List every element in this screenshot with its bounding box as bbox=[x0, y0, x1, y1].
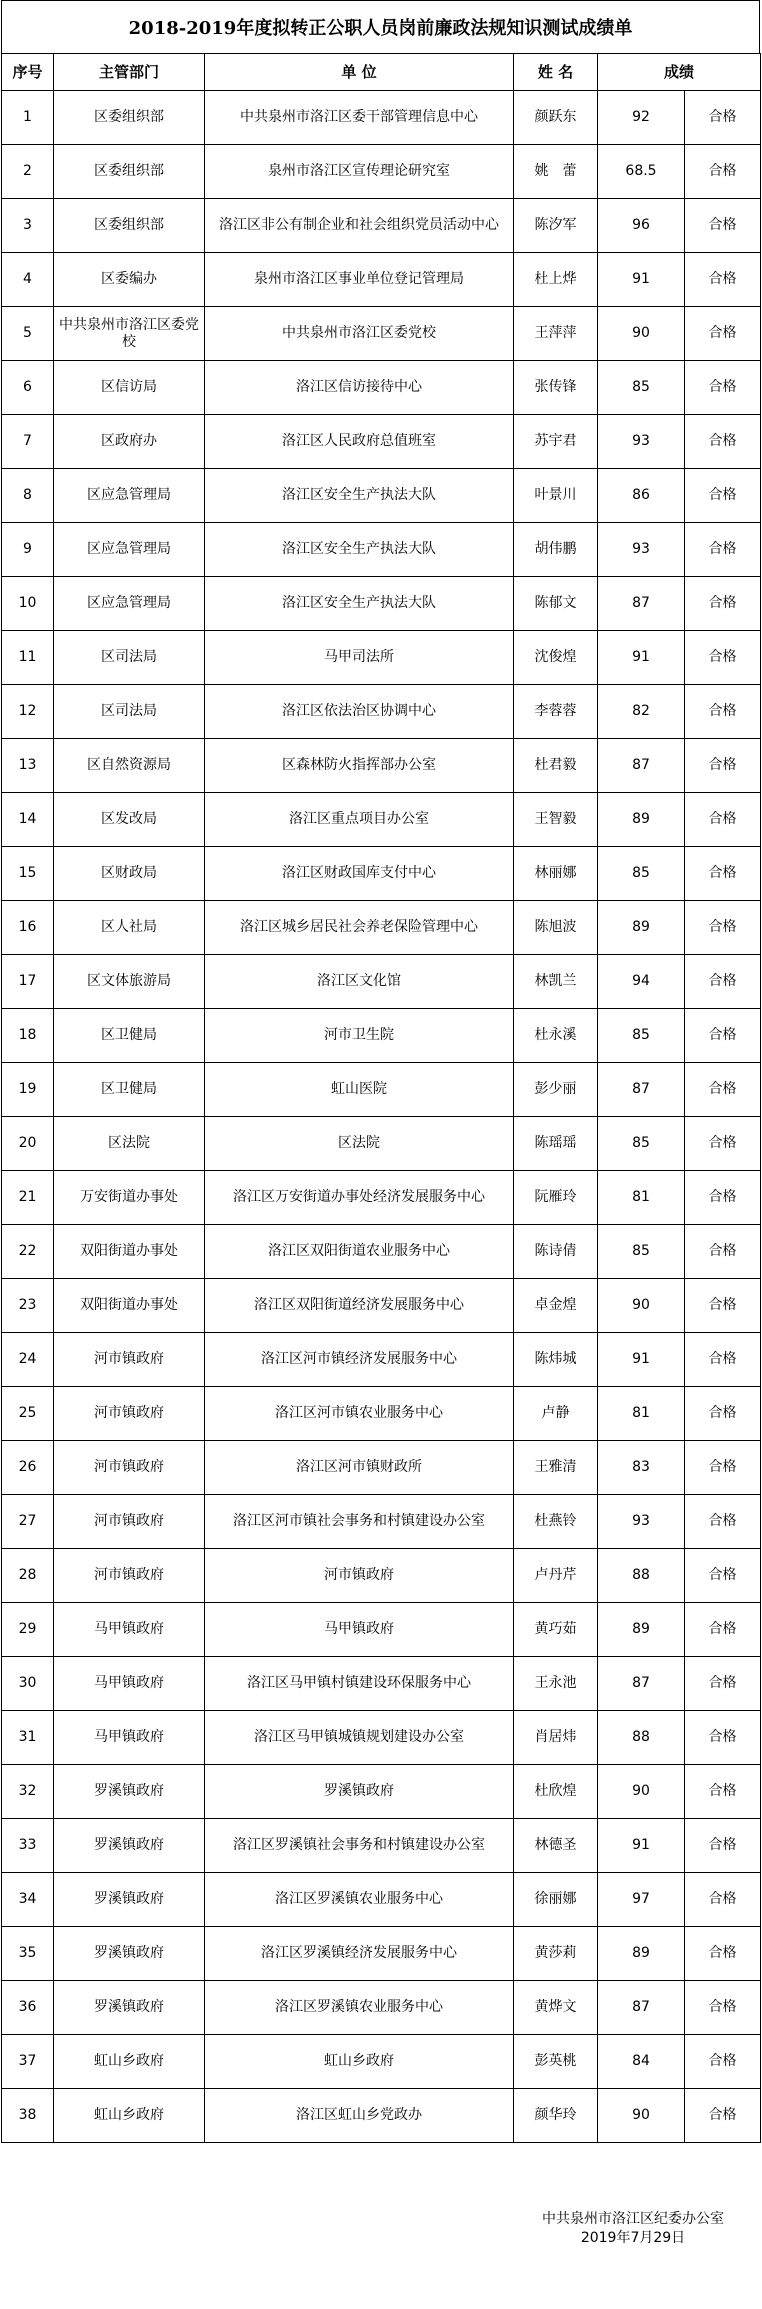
table-row bbox=[2, 1333, 761, 1387]
cell-unit: 河市镇政府 bbox=[205, 1549, 514, 1603]
cell-department: 区发改局 bbox=[54, 793, 205, 847]
cell-department: 河市镇政府 bbox=[54, 1441, 205, 1495]
cell-name: 杜欣煌 bbox=[514, 1765, 598, 1819]
cell-name: 黄巧茹 bbox=[514, 1603, 598, 1657]
cell-index: 6 bbox=[2, 361, 54, 415]
cell-score: 93 bbox=[598, 1495, 685, 1549]
cell-department: 罗溪镇政府 bbox=[54, 1927, 205, 1981]
cell-unit: 洛江区信访接待中心 bbox=[205, 361, 514, 415]
cell-department: 区卫健局 bbox=[54, 1009, 205, 1063]
cell-score: 82 bbox=[598, 685, 685, 739]
cell-result: 合格 bbox=[685, 1171, 761, 1225]
cell-score: 92 bbox=[598, 91, 685, 145]
cell-department: 河市镇政府 bbox=[54, 1387, 205, 1441]
cell-department: 区法院 bbox=[54, 1117, 205, 1171]
cell-result: 合格 bbox=[685, 2035, 761, 2089]
cell-index: 4 bbox=[2, 253, 54, 307]
cell-name: 陈旭波 bbox=[514, 901, 598, 955]
cell-score: 89 bbox=[598, 1927, 685, 1981]
cell-score: 81 bbox=[598, 1171, 685, 1225]
cell-department: 区委组织部 bbox=[54, 91, 205, 145]
table-row bbox=[2, 415, 761, 469]
cell-result: 合格 bbox=[685, 1441, 761, 1495]
table-row bbox=[2, 1279, 761, 1333]
cell-name: 卢丹芹 bbox=[514, 1549, 598, 1603]
cell-unit: 洛江区罗溪镇农业服务中心 bbox=[205, 1981, 514, 2035]
cell-department: 区应急管理局 bbox=[54, 469, 205, 523]
cell-department: 区应急管理局 bbox=[54, 577, 205, 631]
cell-result: 合格 bbox=[685, 523, 761, 577]
cell-department: 罗溪镇政府 bbox=[54, 1819, 205, 1873]
cell-name: 杜上烨 bbox=[514, 253, 598, 307]
cell-score: 89 bbox=[598, 793, 685, 847]
cell-name: 王永池 bbox=[514, 1657, 598, 1711]
cell-result: 合格 bbox=[685, 1279, 761, 1333]
cell-index: 30 bbox=[2, 1657, 54, 1711]
cell-unit: 洛江区河市镇农业服务中心 bbox=[205, 1387, 514, 1441]
table-row bbox=[2, 793, 761, 847]
table-row bbox=[2, 1657, 761, 1711]
table-row bbox=[2, 577, 761, 631]
cell-result: 合格 bbox=[685, 901, 761, 955]
cell-unit: 洛江区文化馆 bbox=[205, 955, 514, 1009]
cell-score: 96 bbox=[598, 199, 685, 253]
cell-score: 85 bbox=[598, 1009, 685, 1063]
cell-unit: 洛江区人民政府总值班室 bbox=[205, 415, 514, 469]
cell-result: 合格 bbox=[685, 793, 761, 847]
cell-name: 李蓉蓉 bbox=[514, 685, 598, 739]
cell-score: 88 bbox=[598, 1711, 685, 1765]
cell-department: 马甲镇政府 bbox=[54, 1657, 205, 1711]
cell-unit: 洛江区重点项目办公室 bbox=[205, 793, 514, 847]
cell-index: 38 bbox=[2, 2089, 54, 2143]
cell-department: 区文体旅游局 bbox=[54, 955, 205, 1009]
cell-result: 合格 bbox=[685, 1765, 761, 1819]
cell-department: 区司法局 bbox=[54, 685, 205, 739]
cell-score: 90 bbox=[598, 1765, 685, 1819]
table-row bbox=[2, 1495, 761, 1549]
cell-score: 84 bbox=[598, 2035, 685, 2089]
cell-unit: 洛江区罗溪镇社会事务和村镇建设办公室 bbox=[205, 1819, 514, 1873]
cell-score: 68.5 bbox=[598, 145, 685, 199]
document-title: 2018-2019年度拟转正公职人员岗前廉政法规知识测试成绩单 bbox=[1, 0, 760, 54]
cell-score: 85 bbox=[598, 361, 685, 415]
table-row bbox=[2, 1225, 761, 1279]
cell-result: 合格 bbox=[685, 1927, 761, 1981]
cell-result: 合格 bbox=[685, 469, 761, 523]
cell-index: 35 bbox=[2, 1927, 54, 1981]
cell-score: 90 bbox=[598, 1279, 685, 1333]
cell-result: 合格 bbox=[685, 1495, 761, 1549]
cell-result: 合格 bbox=[685, 1009, 761, 1063]
cell-unit: 洛江区财政国库支付中心 bbox=[205, 847, 514, 901]
cell-index: 22 bbox=[2, 1225, 54, 1279]
cell-name: 陈郁文 bbox=[514, 577, 598, 631]
table-row bbox=[2, 1927, 761, 1981]
table-row bbox=[2, 1819, 761, 1873]
cell-score: 89 bbox=[598, 1603, 685, 1657]
cell-index: 32 bbox=[2, 1765, 54, 1819]
cell-score: 89 bbox=[598, 901, 685, 955]
document-footer bbox=[542, 2210, 724, 2248]
cell-department: 罗溪镇政府 bbox=[54, 1765, 205, 1819]
cell-unit: 洛江区安全生产执法大队 bbox=[205, 577, 514, 631]
cell-score: 88 bbox=[598, 1549, 685, 1603]
cell-index: 33 bbox=[2, 1819, 54, 1873]
cell-unit: 区森林防火指挥部办公室 bbox=[205, 739, 514, 793]
cell-name: 林丽娜 bbox=[514, 847, 598, 901]
cell-unit: 洛江区万安街道办事处经济发展服务中心 bbox=[205, 1171, 514, 1225]
cell-result: 合格 bbox=[685, 253, 761, 307]
cell-department: 区人社局 bbox=[54, 901, 205, 955]
cell-index: 18 bbox=[2, 1009, 54, 1063]
cell-score: 87 bbox=[598, 577, 685, 631]
table-row bbox=[2, 685, 761, 739]
cell-department: 区卫健局 bbox=[54, 1063, 205, 1117]
header-score: 成绩 bbox=[598, 54, 761, 91]
cell-score: 91 bbox=[598, 631, 685, 685]
cell-name: 卓金煌 bbox=[514, 1279, 598, 1333]
cell-index: 23 bbox=[2, 1279, 54, 1333]
cell-index: 17 bbox=[2, 955, 54, 1009]
cell-result: 合格 bbox=[685, 577, 761, 631]
cell-department: 马甲镇政府 bbox=[54, 1711, 205, 1765]
cell-unit: 马甲镇政府 bbox=[205, 1603, 514, 1657]
cell-index: 29 bbox=[2, 1603, 54, 1657]
cell-unit: 洛江区罗溪镇经济发展服务中心 bbox=[205, 1927, 514, 1981]
cell-index: 24 bbox=[2, 1333, 54, 1387]
cell-unit: 洛江区依法治区协调中心 bbox=[205, 685, 514, 739]
cell-result: 合格 bbox=[685, 145, 761, 199]
cell-name: 陈诗倩 bbox=[514, 1225, 598, 1279]
cell-index: 37 bbox=[2, 2035, 54, 2089]
cell-result: 合格 bbox=[685, 361, 761, 415]
cell-unit: 洛江区马甲镇城镇规划建设办公室 bbox=[205, 1711, 514, 1765]
cell-name: 颜跃东 bbox=[514, 91, 598, 145]
cell-unit: 虹山乡政府 bbox=[205, 2035, 514, 2089]
cell-score: 86 bbox=[598, 469, 685, 523]
cell-name: 徐丽娜 bbox=[514, 1873, 598, 1927]
header-row bbox=[2, 54, 761, 91]
cell-department: 区应急管理局 bbox=[54, 523, 205, 577]
cell-name: 彭英桃 bbox=[514, 2035, 598, 2089]
cell-department: 双阳街道办事处 bbox=[54, 1279, 205, 1333]
table-row bbox=[2, 631, 761, 685]
cell-unit: 洛江区河市镇经济发展服务中心 bbox=[205, 1333, 514, 1387]
table-row bbox=[2, 145, 761, 199]
cell-department: 区自然资源局 bbox=[54, 739, 205, 793]
cell-unit: 罗溪镇政府 bbox=[205, 1765, 514, 1819]
cell-index: 13 bbox=[2, 739, 54, 793]
cell-score: 85 bbox=[598, 847, 685, 901]
cell-index: 20 bbox=[2, 1117, 54, 1171]
cell-name: 黄烨文 bbox=[514, 1981, 598, 2035]
cell-result: 合格 bbox=[685, 847, 761, 901]
cell-name: 叶景川 bbox=[514, 469, 598, 523]
cell-index: 3 bbox=[2, 199, 54, 253]
cell-index: 19 bbox=[2, 1063, 54, 1117]
cell-index: 7 bbox=[2, 415, 54, 469]
cell-unit: 泉州市洛江区事业单位登记管理局 bbox=[205, 253, 514, 307]
cell-score: 91 bbox=[598, 1819, 685, 1873]
cell-index: 27 bbox=[2, 1495, 54, 1549]
table-row bbox=[2, 1117, 761, 1171]
cell-name: 阮雁玲 bbox=[514, 1171, 598, 1225]
cell-score: 93 bbox=[598, 523, 685, 577]
table-row bbox=[2, 2035, 761, 2089]
cell-score: 94 bbox=[598, 955, 685, 1009]
table-row bbox=[2, 253, 761, 307]
cell-department: 双阳街道办事处 bbox=[54, 1225, 205, 1279]
cell-score: 87 bbox=[598, 1657, 685, 1711]
cell-name: 陈炜城 bbox=[514, 1333, 598, 1387]
table-row bbox=[2, 901, 761, 955]
cell-department: 区委组织部 bbox=[54, 199, 205, 253]
table-body bbox=[2, 91, 761, 2143]
cell-result: 合格 bbox=[685, 631, 761, 685]
cell-unit: 泉州市洛江区宣传理论研究室 bbox=[205, 145, 514, 199]
cell-result: 合格 bbox=[685, 2089, 761, 2143]
cell-name: 苏宇君 bbox=[514, 415, 598, 469]
cell-result: 合格 bbox=[685, 91, 761, 145]
cell-index: 5 bbox=[2, 307, 54, 361]
cell-unit: 马甲司法所 bbox=[205, 631, 514, 685]
cell-unit: 洛江区双阳街道经济发展服务中心 bbox=[205, 1279, 514, 1333]
table-row bbox=[2, 1387, 761, 1441]
cell-result: 合格 bbox=[685, 1333, 761, 1387]
cell-department: 罗溪镇政府 bbox=[54, 1981, 205, 2035]
cell-score: 90 bbox=[598, 307, 685, 361]
cell-name: 林凯兰 bbox=[514, 955, 598, 1009]
table-row bbox=[2, 307, 761, 361]
cell-result: 合格 bbox=[685, 1117, 761, 1171]
cell-result: 合格 bbox=[685, 1981, 761, 2035]
cell-unit: 河市卫生院 bbox=[205, 1009, 514, 1063]
issue-date: 2019年7月29日 bbox=[580, 2230, 686, 2246]
cell-result: 合格 bbox=[685, 1603, 761, 1657]
cell-name: 王雅清 bbox=[514, 1441, 598, 1495]
cell-unit: 洛江区安全生产执法大队 bbox=[205, 523, 514, 577]
cell-unit: 洛江区安全生产执法大队 bbox=[205, 469, 514, 523]
cell-index: 8 bbox=[2, 469, 54, 523]
cell-department: 河市镇政府 bbox=[54, 1495, 205, 1549]
cell-name: 沈俊煌 bbox=[514, 631, 598, 685]
cell-department: 虹山乡政府 bbox=[54, 2089, 205, 2143]
cell-index: 14 bbox=[2, 793, 54, 847]
cell-department: 万安街道办事处 bbox=[54, 1171, 205, 1225]
cell-name: 陈瑶瑶 bbox=[514, 1117, 598, 1171]
cell-name: 胡伟鹏 bbox=[514, 523, 598, 577]
table-row bbox=[2, 1603, 761, 1657]
cell-score: 85 bbox=[598, 1225, 685, 1279]
cell-index: 26 bbox=[2, 1441, 54, 1495]
cell-unit: 洛江区马甲镇村镇建设环保服务中心 bbox=[205, 1657, 514, 1711]
cell-result: 合格 bbox=[685, 199, 761, 253]
cell-unit: 虹山医院 bbox=[205, 1063, 514, 1117]
cell-result: 合格 bbox=[685, 1549, 761, 1603]
cell-unit: 洛江区双阳街道农业服务中心 bbox=[205, 1225, 514, 1279]
table-row bbox=[2, 1441, 761, 1495]
table-row bbox=[2, 1171, 761, 1225]
table-row bbox=[2, 2089, 761, 2143]
cell-name: 杜永溪 bbox=[514, 1009, 598, 1063]
cell-name: 林德圣 bbox=[514, 1819, 598, 1873]
cell-unit: 洛江区城乡居民社会养老保险管理中心 bbox=[205, 901, 514, 955]
cell-department: 河市镇政府 bbox=[54, 1333, 205, 1387]
cell-department: 河市镇政府 bbox=[54, 1549, 205, 1603]
cell-index: 25 bbox=[2, 1387, 54, 1441]
cell-index: 1 bbox=[2, 91, 54, 145]
cell-index: 28 bbox=[2, 1549, 54, 1603]
cell-result: 合格 bbox=[685, 1819, 761, 1873]
cell-name: 姚 蕾 bbox=[514, 145, 598, 199]
cell-result: 合格 bbox=[685, 1873, 761, 1927]
cell-name: 陈汐军 bbox=[514, 199, 598, 253]
issuer-text: 中共泉州市洛江区纪委办公室 bbox=[542, 2211, 724, 2227]
table-row bbox=[2, 1009, 761, 1063]
table-row bbox=[2, 1549, 761, 1603]
cell-unit: 区法院 bbox=[205, 1117, 514, 1171]
cell-index: 36 bbox=[2, 1981, 54, 2035]
cell-score: 93 bbox=[598, 415, 685, 469]
cell-result: 合格 bbox=[685, 415, 761, 469]
cell-name: 王萍萍 bbox=[514, 307, 598, 361]
cell-unit: 洛江区虹山乡党政办 bbox=[205, 2089, 514, 2143]
cell-department: 罗溪镇政府 bbox=[54, 1873, 205, 1927]
cell-index: 9 bbox=[2, 523, 54, 577]
table-row bbox=[2, 739, 761, 793]
cell-index: 31 bbox=[2, 1711, 54, 1765]
cell-name: 卢静 bbox=[514, 1387, 598, 1441]
cell-unit: 洛江区非公有制企业和社会组织党员活动中心 bbox=[205, 199, 514, 253]
header-unit: 单 位 bbox=[205, 54, 514, 91]
cell-index: 15 bbox=[2, 847, 54, 901]
cell-department: 区委编办 bbox=[54, 253, 205, 307]
cell-index: 11 bbox=[2, 631, 54, 685]
cell-name: 彭少丽 bbox=[514, 1063, 598, 1117]
cell-department: 区信访局 bbox=[54, 361, 205, 415]
table-row bbox=[2, 91, 761, 145]
cell-result: 合格 bbox=[685, 1711, 761, 1765]
table-row bbox=[2, 361, 761, 415]
cell-index: 16 bbox=[2, 901, 54, 955]
cell-unit: 洛江区罗溪镇农业服务中心 bbox=[205, 1873, 514, 1927]
table-row bbox=[2, 199, 761, 253]
cell-score: 87 bbox=[598, 739, 685, 793]
cell-department: 区委组织部 bbox=[54, 145, 205, 199]
cell-score: 87 bbox=[598, 1063, 685, 1117]
cell-department: 马甲镇政府 bbox=[54, 1603, 205, 1657]
table-row bbox=[2, 955, 761, 1009]
cell-department: 区司法局 bbox=[54, 631, 205, 685]
cell-result: 合格 bbox=[685, 955, 761, 1009]
cell-department: 区财政局 bbox=[54, 847, 205, 901]
cell-score: 87 bbox=[598, 1981, 685, 2035]
cell-department: 虹山乡政府 bbox=[54, 2035, 205, 2089]
cell-unit: 洛江区河市镇社会事务和村镇建设办公室 bbox=[205, 1495, 514, 1549]
cell-result: 合格 bbox=[685, 1387, 761, 1441]
cell-name: 黄莎莉 bbox=[514, 1927, 598, 1981]
cell-name: 杜燕铃 bbox=[514, 1495, 598, 1549]
cell-unit: 中共泉州市洛江区委党校 bbox=[205, 307, 514, 361]
cell-result: 合格 bbox=[685, 739, 761, 793]
table-row bbox=[2, 1873, 761, 1927]
cell-score: 85 bbox=[598, 1117, 685, 1171]
cell-department: 中共泉州市洛江区委党校 bbox=[54, 307, 205, 361]
cell-index: 10 bbox=[2, 577, 54, 631]
cell-score: 81 bbox=[598, 1387, 685, 1441]
cell-score: 90 bbox=[598, 2089, 685, 2143]
cell-result: 合格 bbox=[685, 685, 761, 739]
cell-result: 合格 bbox=[685, 307, 761, 361]
table-row bbox=[2, 847, 761, 901]
table-row bbox=[2, 1063, 761, 1117]
table-row bbox=[2, 1765, 761, 1819]
cell-result: 合格 bbox=[685, 1657, 761, 1711]
cell-score: 91 bbox=[598, 253, 685, 307]
cell-name: 颜华玲 bbox=[514, 2089, 598, 2143]
cell-index: 34 bbox=[2, 1873, 54, 1927]
header-name: 姓 名 bbox=[514, 54, 598, 91]
score-table bbox=[1, 53, 761, 2143]
cell-score: 83 bbox=[598, 1441, 685, 1495]
cell-name: 王智毅 bbox=[514, 793, 598, 847]
table-row bbox=[2, 1711, 761, 1765]
cell-index: 21 bbox=[2, 1171, 54, 1225]
header-index: 序号 bbox=[2, 54, 54, 91]
cell-score: 91 bbox=[598, 1333, 685, 1387]
cell-name: 张传锋 bbox=[514, 361, 598, 415]
cell-result: 合格 bbox=[685, 1225, 761, 1279]
cell-index: 2 bbox=[2, 145, 54, 199]
table-row bbox=[2, 469, 761, 523]
cell-index: 12 bbox=[2, 685, 54, 739]
cell-result: 合格 bbox=[685, 1063, 761, 1117]
cell-department: 区政府办 bbox=[54, 415, 205, 469]
table-row bbox=[2, 1981, 761, 2035]
cell-name: 肖居炜 bbox=[514, 1711, 598, 1765]
cell-unit: 洛江区河市镇财政所 bbox=[205, 1441, 514, 1495]
cell-unit: 中共泉州市洛江区委干部管理信息中心 bbox=[205, 91, 514, 145]
cell-name: 杜君毅 bbox=[514, 739, 598, 793]
cell-score: 97 bbox=[598, 1873, 685, 1927]
table-row bbox=[2, 523, 761, 577]
header-department: 主管部门 bbox=[54, 54, 205, 91]
